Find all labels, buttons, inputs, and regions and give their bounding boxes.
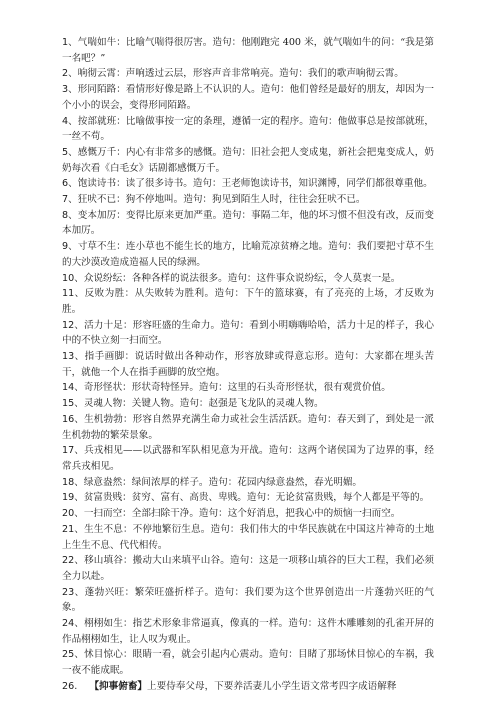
entry-text: 上要侍奉父母，下要养活妻儿小学生语文常考四字成语解释 xyxy=(147,680,397,692)
list-item xyxy=(62,412,434,443)
entry-number: 25、 xyxy=(62,649,85,661)
list-item xyxy=(62,522,434,553)
list-item xyxy=(62,286,434,317)
entry-number: 22、 xyxy=(62,555,85,567)
entry-text: 寸草不生：连小草也不能生长的地方，比喻荒凉贫瘠之地。造句：我们要把寸草不生的大沙漠改造成造福人民的绿洲。 xyxy=(62,241,435,268)
list-item xyxy=(62,66,434,82)
entry-number: 26. xyxy=(62,680,78,692)
entry-text: 变本加厉：变得比原来更加严重。造句：事隔二年，他的坏习惯不但没有改，反而变本加厉。 xyxy=(62,209,435,237)
entry-number: 6、 xyxy=(62,178,78,190)
entry-number: 16、 xyxy=(62,413,85,425)
entry-number: 15、 xyxy=(62,398,84,410)
list-item xyxy=(62,553,434,584)
list-item xyxy=(62,208,434,239)
entry-bold-term: 【抑事俯畜】 xyxy=(89,680,148,692)
entry-number: 17、 xyxy=(62,445,85,457)
list-item xyxy=(62,396,434,412)
entry-number: 14、 xyxy=(62,382,84,394)
list-item xyxy=(62,490,434,506)
entry-number: 5、 xyxy=(62,146,78,158)
entry-text: 饱读诗书：读了很多诗书。造句：王老师饱读诗书，知识渊博，同学们都很尊重他。 xyxy=(77,178,433,190)
list-item xyxy=(62,443,434,474)
list-item xyxy=(62,475,434,491)
entry-text: 按部就班：比喻做事按一定的条理，遵循一定的程序。造句：他做事总是按部就班，一丝不苟。 xyxy=(62,115,435,143)
entry-text: 蓬勃兴旺：繁荣旺盛折样子。造句：我们要为这个世界创造出一片蓬勃兴旺的气象。 xyxy=(62,586,434,614)
entry-number: 23、 xyxy=(62,586,85,598)
entry-text: 奇形怪状：形状奇特怪异。造句：这里的石头奇形怪状，很有观赏价值。 xyxy=(83,382,391,394)
entry-number: 9、 xyxy=(62,241,78,253)
entry-number: 24、 xyxy=(62,618,85,630)
entry-text: 响彻云霄：声响透过云层，形容声音非常响亮。造句：我们的歌声响彻云霄。 xyxy=(77,68,404,80)
entry-text: 移山填谷：搬动大山来填平山谷。造句：这是一项移山填谷的巨大工程，我们必须全力以赴。 xyxy=(62,555,434,582)
entry-number: 11、 xyxy=(62,288,85,300)
entry-number: 20、 xyxy=(62,508,84,520)
list-item xyxy=(62,679,434,695)
list-item xyxy=(62,145,434,176)
list-item xyxy=(62,82,434,113)
list-item xyxy=(62,585,434,616)
list-item xyxy=(62,616,434,647)
list-item xyxy=(62,380,434,396)
entry-text: 生生不息：不停地繁衍生息。造句：我们伟大的中华民族就在中国这片神奇的土地上生生不息、代代相传。 xyxy=(62,523,434,551)
entry-number: 21、 xyxy=(62,523,85,535)
entry-text: 众说纷纭：各种各样的说法很多。造句：这件事众说纷纭，令人莫衷一是。 xyxy=(83,272,401,284)
entry-text: 狂吠不已：狗不停地叫。造句：狗见到陌生人时，往往会狂吠不已。 xyxy=(77,194,366,206)
entry-number: 8、 xyxy=(62,209,78,221)
entry-text: 一扫而空：全部扫除干净。造句：这个好消息，把我心中的烦恼一扫而空。 xyxy=(83,508,401,520)
list-item xyxy=(62,271,434,287)
entry-number: 19、 xyxy=(62,492,84,504)
list-item xyxy=(62,35,434,66)
entry-text: 栩栩如生：指艺术形象非常逼真，像真的一样。造句：这件木雕雕刻的孔雀开屏的作品栩栩如生，让人叹为观止。 xyxy=(62,618,434,645)
entry-text: 灵魂人物：关键人物。造句：赵强是飞龙队的灵魂人物。 xyxy=(83,398,324,410)
entry-number: 18、 xyxy=(62,476,84,488)
list-item xyxy=(62,114,434,145)
entry-text: 生机勃勃：形容自然界充满生命力或社会生活活跃。造句：春天到了，到处是一派生机勃勃的繁荣景象。 xyxy=(62,413,434,441)
entry-number: 3、 xyxy=(62,84,78,96)
entry-text: 贫富贵贱：贫穷、富有、高贵、卑贱。造句：无论贫富贵贱，每个人都是平等的。 xyxy=(83,492,430,504)
list-item xyxy=(62,192,434,208)
entry-text: 指手画脚：说话时做出各种动作，形容放肆或得意忘形。造句：大家都在埋头苦干，就他一个人在指手画脚的放空炮。 xyxy=(62,351,434,378)
entry-text: 兵戎相见——以武器和军队相见意为开战。造句：这两个诸侯国为了边界的事，经常兵戎相见。 xyxy=(62,445,434,472)
entry-number: 13、 xyxy=(62,351,85,363)
entry-number: 10、 xyxy=(62,272,84,284)
list-item xyxy=(62,506,434,522)
entry-number: 12、 xyxy=(62,319,85,331)
entry-text: 怵目惊心：眼睛一看，就会引起内心震动。造句：目睹了那场怵目惊心的车祸，我一夜不能成眠。 xyxy=(62,649,434,677)
list-item xyxy=(62,239,434,270)
entry-number: 4、 xyxy=(62,115,78,127)
entry-number: 2、 xyxy=(62,68,78,80)
entry-text: 气喘如牛：比喻气喘得很厉害。造句：他刚跑完 400 米，就气喘如牛的问：“我是第一名吧？” xyxy=(62,37,434,64)
list-item xyxy=(62,349,434,380)
entry-text: 感慨万千：内心有非常多的感慨。造句：旧社会把人变成鬼，新社会把鬼变成人，奶奶每次看《白毛女》话剧都感慨万千。 xyxy=(62,146,435,174)
entry-text: 形同陌路：看情形好像是路上不认识的人。造句：他们曾经是最好的朋友，却因为一个小小的误会，变得形同陌路。 xyxy=(62,84,435,111)
entry-text: 绿意盎然：绿间浓厚的样子。造句：花园内绿意盎然，春光明媚。 xyxy=(83,476,363,488)
entry-text: 活力十足：形容旺盛的生命力。造句：看到小明嗨嗨哈哈，活力十足的样子，我心中的不快立刻一扫而空。 xyxy=(62,319,434,347)
entry-number: 1、 xyxy=(62,37,78,48)
list-item xyxy=(62,647,434,678)
document-body xyxy=(62,35,434,695)
list-item xyxy=(62,176,434,192)
entry-text: 反败为胜：从失败转为胜利。造句：下午的篮球赛，有了亮亮的上场，才反败为胜。 xyxy=(62,288,434,315)
entry-number: 7、 xyxy=(62,194,78,206)
list-item xyxy=(62,318,434,349)
